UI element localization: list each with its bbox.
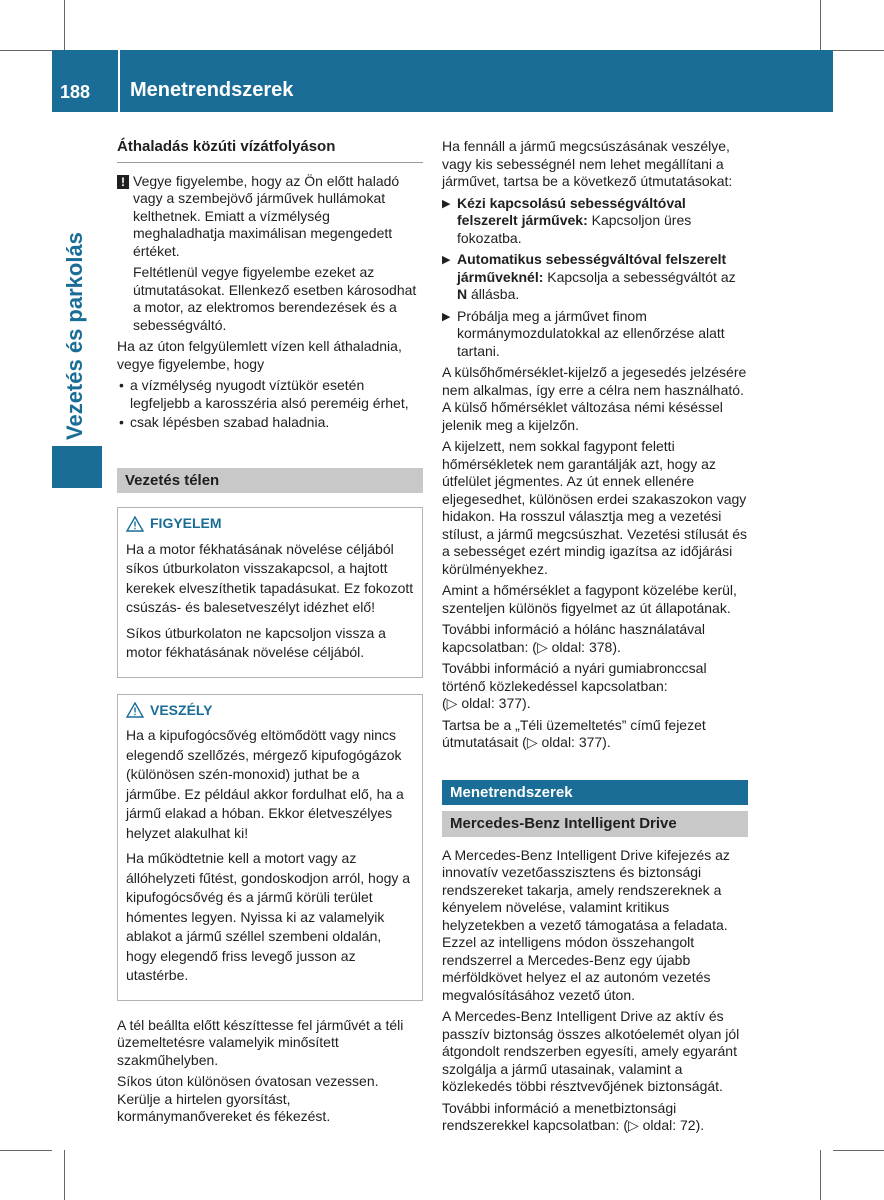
list-item: • csak lépésben szabad haladnia. (117, 414, 423, 432)
flood-intro: Ha az úton felgyülemlett vízen kell áthaladnia, vegye figyelembe, hogy (117, 338, 402, 372)
crop-mark (0, 50, 52, 51)
list-item (442, 195, 748, 248)
skid-item-text: Kapcsolja a sebességváltót az (543, 268, 736, 285)
gear-position-n: N (457, 286, 468, 302)
winter-heading: Vezetés télen (117, 468, 423, 494)
warning-text-2: Síkos útburkolaton ne kapcsoljon vissza a motor fékhatásának növelése céljából. (126, 624, 386, 660)
list-item: • a vízmélység nyugodt víztükör esetén legfeljebb a karosszéria alsó pereméig érhet, (117, 377, 423, 412)
crop-mark (0, 1150, 52, 1151)
intelligent-drive-paragraph-2: A Mercedes-Benz Intelligent Drive az aktív és passzív biztonság összes alkotóelemét olyan jól átgondolt rendszerben egyesíti, amely egyaránt szolgálja a jármű utasainak, valamint a közlekedés többi résztvevőjének biztonságát. (442, 1008, 740, 1094)
danger-text-1: Ha a kipufogócsővég eltömődött vagy nincs elegendő szellőzés, mérgező kipufogógázok (különösen szén-monoxid) juthat be a járműbe. Ez például akkor fordulhat elő, ha a jármű elakad a hóban. Ekkor életveszélyes helyzet alakulhat ki! (126, 727, 404, 841)
warning-title: FIGYELEM (150, 515, 222, 531)
skid-item-bold: Automatikus sebességváltóval felszerelt járműveknél: (457, 251, 727, 285)
skid-item-bold: Kézi kapcsolású sebességváltóval felszerelt járművek: (457, 194, 686, 228)
danger-header (126, 701, 414, 721)
arrow-right-icon: ▶ (442, 254, 451, 266)
danger-box (117, 694, 423, 1001)
summer-tyre-paragraph: További információ a nyári gumiabronccsal történő közlekedéssel kapcsolatban: (442, 660, 707, 694)
section-heading-gray: Mercedes-Benz Intelligent Drive (442, 811, 748, 837)
exclamation-note-icon: ! (117, 175, 129, 189)
arrow-right-icon: ▶ (442, 197, 451, 210)
temperature-paragraph: A kijelzett, nem sokkal fagypont feletti hőmérsékletek nem garantálják azt, hogy az útfelület jégmentes. Az út ennek ellenére eljegesedhet, különösen erdei szakaszokon vagy hidakon. Ha rosszul választja meg a vezetési stílust, a jármű megcsúszhat. Vezetési stílusát és a sebességet ezért mindig igazítsa az időjárási körülményekhez. (442, 438, 748, 577)
crop-mark (833, 1150, 884, 1151)
page-title: Menetrendszerek (130, 79, 294, 101)
side-tab-marker (52, 446, 102, 488)
warning-box (117, 507, 423, 678)
crop-mark (64, 0, 65, 50)
winter-text-2: Síkos úton különösen óvatosan vezessen. Kerülje a hirtelen gyorsítást, kormánymanővereket és fékezést. (117, 1073, 379, 1124)
warning-triangle-icon (126, 516, 144, 532)
skid-item-text: állásba. (467, 286, 520, 302)
snow-chain-paragraph: További információ a hólánc használatával kapcsolatban: (▷ oldal: 378). (442, 621, 706, 655)
winter-operation-paragraph: Tartsa be a „Téli üzemeltetés” című fejezet útmutatásait (▷ oldal: 377). (442, 716, 706, 750)
freeze-paragraph: Amint a hőmérséklet a fagypont közelébe kerül, szenteljen különös figyelmet az út állapotának. (442, 582, 737, 616)
flood-note-text-2: Feltétlenül vegye figyelembe ezeket az útmutatásokat. Ellenkező esetben károsodhat a motor, az elektromos berendezések és a sebességváltó. (133, 264, 417, 333)
ice-paragraph: A külsőhőmérséklet-kijelző a jegesedés jelzésére nem alkalmas, így erre a célra nem használható. A külső hőmérséklet változása némi késéssel jelenik meg a kijelzőn. (442, 364, 747, 433)
skid-intro: Ha fennáll a jármű megcsúszásának veszélye, vagy kis sebességnél nem lehet megállítani a járművet, tartsa be a következő útmutatásokat: (442, 138, 733, 189)
list-item (442, 251, 748, 304)
flood-bullets (117, 377, 423, 432)
flood-note-text-1: Vegye figyelembe, hogy az Ön előtt haladó vagy a szembejövő járművek hullámokat kelthetnek. Emiatt a vízmélység meghaladhatja maximálisan megengedett értéket. (133, 172, 400, 259)
section-heading-blue: Menetrendszerek (442, 780, 748, 806)
crop-mark (820, 0, 821, 50)
list-item (442, 308, 748, 361)
skid-item-text: Kapcsoljon üres fokozatba. (457, 212, 692, 246)
page-number: 188 (60, 82, 91, 102)
right-column (442, 138, 748, 1139)
intelligent-drive-paragraph-1: A Mercedes-Benz Intelligent Drive kifejezés az innovatív vezetőasszisztens és biztonsági rendszereket takarja, amely rendszereknek a kényelem növelése, valamint kritikus helyzetekben a vezető támogatása a feladata. Ezzel az intelligens módon összehangolt rendszerrel a Mercedes-Benz egy újabb mérföldkövet helyez el az autonóm vezetés megvalósításához vezető úton. (442, 846, 730, 1003)
crop-mark (820, 1150, 821, 1200)
warning-triangle-icon (126, 702, 144, 718)
danger-title: VESZÉLY (150, 701, 213, 718)
intelligent-drive-paragraph-3: További információ a menetbiztonsági rendszerekkel kapcsolatban: (▷ oldal: 72). (442, 1099, 705, 1133)
side-tab-label: Vezetés és parkolás (62, 232, 87, 440)
flood-heading: Áthaladás közúti vízátfolyáson (117, 138, 423, 163)
arrow-right-icon: ▶ (442, 310, 451, 323)
winter-text-1: A tél beállta előtt készíttesse fel járművét a téli üzemeltetésre valamelyik minősített szakműhelyben. (117, 1016, 404, 1068)
crop-mark (64, 1150, 65, 1200)
header-divider (118, 50, 120, 112)
danger-text-2: Ha működtetnie kell a motort vagy az állóhelyzeti fűtést, gondoskodjon arról, hogy a kipufogócsővég és a jármű körüli terület hómentes legyen. Nyissa ki az valamelyik ablakot a jármű széllel szembeni oldalán, hogy elegendő friss levegő jusson az utastérbe. (126, 850, 411, 983)
flood-note (117, 173, 423, 335)
crop-mark (833, 50, 884, 51)
warning-header (126, 514, 414, 534)
summer-tyre-reference: (▷ oldal: 377). (442, 695, 531, 711)
left-column (117, 138, 423, 1130)
warning-text-1: Ha a motor fékhatásának növelése céljából síkos útburkolaton visszakapcsol, a hajtott kerekek elveszíthetik tapadásukat. Ez fokozott csúszás- és balesetveszélyt idézhet elő! (126, 540, 414, 615)
skid-item-text: Próbálja meg a járművet finom kormánymozdulatokkal az ellenőrzése alatt tartani. (457, 307, 725, 359)
